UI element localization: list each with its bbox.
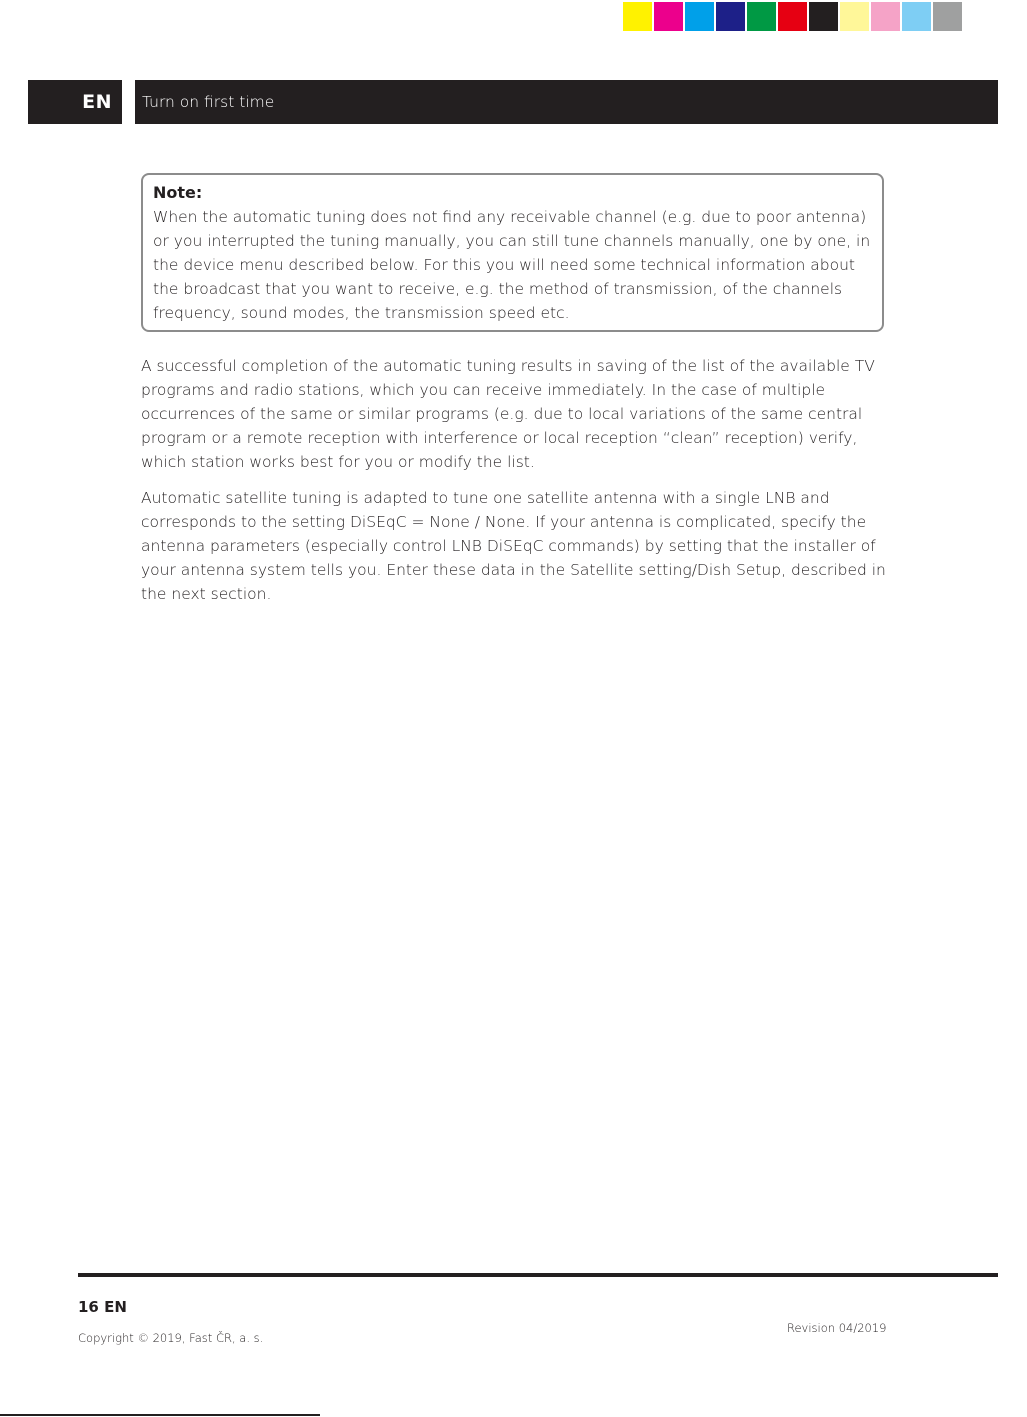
footer-divider	[78, 1273, 998, 1277]
color-swatch-light-blue	[902, 2, 931, 31]
revision-label: Revision 04/2019	[787, 1321, 887, 1335]
paragraph-tuning-results: A successful completion of the automatic tuning results in saving of the list of the available TV programs and radio stations, which you can receive immediately. In the case of multiple occurrences of the same or similar programs (e.g. due to local variations of the same central program or a remote reception with interference or local reception “clean” reception) verify, which station works best for you or modify the list.	[141, 357, 875, 471]
color-swatch-navy	[716, 2, 745, 31]
section-title: Turn on first time	[142, 93, 275, 111]
color-swatch-cyan	[685, 2, 714, 31]
crop-mark-line	[0, 1414, 320, 1416]
language-tab	[28, 80, 122, 124]
note-title: Note:	[153, 183, 203, 202]
page-number: 16 EN	[78, 1298, 127, 1316]
color-swatch-light-yellow	[840, 2, 869, 31]
paragraph-satellite-tuning: Automatic satellite tuning is adapted to tune one satellite antenna with a single LNB and corresponds to the setting DiSEqC = None / None. If your antenna is complicated, specify the antenna parameters (especially control LNB DiSEqC commands) by setting that the installer of your antenna system tells you. Enter these data in the Satellite setting/Dish Setup, described in the next section.	[141, 489, 886, 603]
color-swatch-yellow	[623, 2, 652, 31]
copyright-notice: Copyright © 2019, Fast ČR, a. s.	[78, 1331, 264, 1345]
color-swatch-red	[778, 2, 807, 31]
color-swatch-gray	[933, 2, 962, 31]
print-color-bar	[623, 2, 964, 31]
language-label: EN	[82, 91, 112, 113]
section-header	[135, 80, 998, 124]
color-swatch-green	[747, 2, 776, 31]
note-text: When the automatic tuning does not find any receivable channel (e.g. due to poor antenna) or you interrupted the tuning manually, you can still tune channels manually, one by one, in the device menu described below. For this you will need some technical information about the broadcast that you want to receive, e.g. the method of transmission, of the channels frequency, sound modes, the transmission speed etc.	[153, 208, 871, 322]
color-swatch-magenta	[654, 2, 683, 31]
color-swatch-black	[809, 2, 838, 31]
note-box	[141, 173, 884, 332]
color-swatch-pink	[871, 2, 900, 31]
